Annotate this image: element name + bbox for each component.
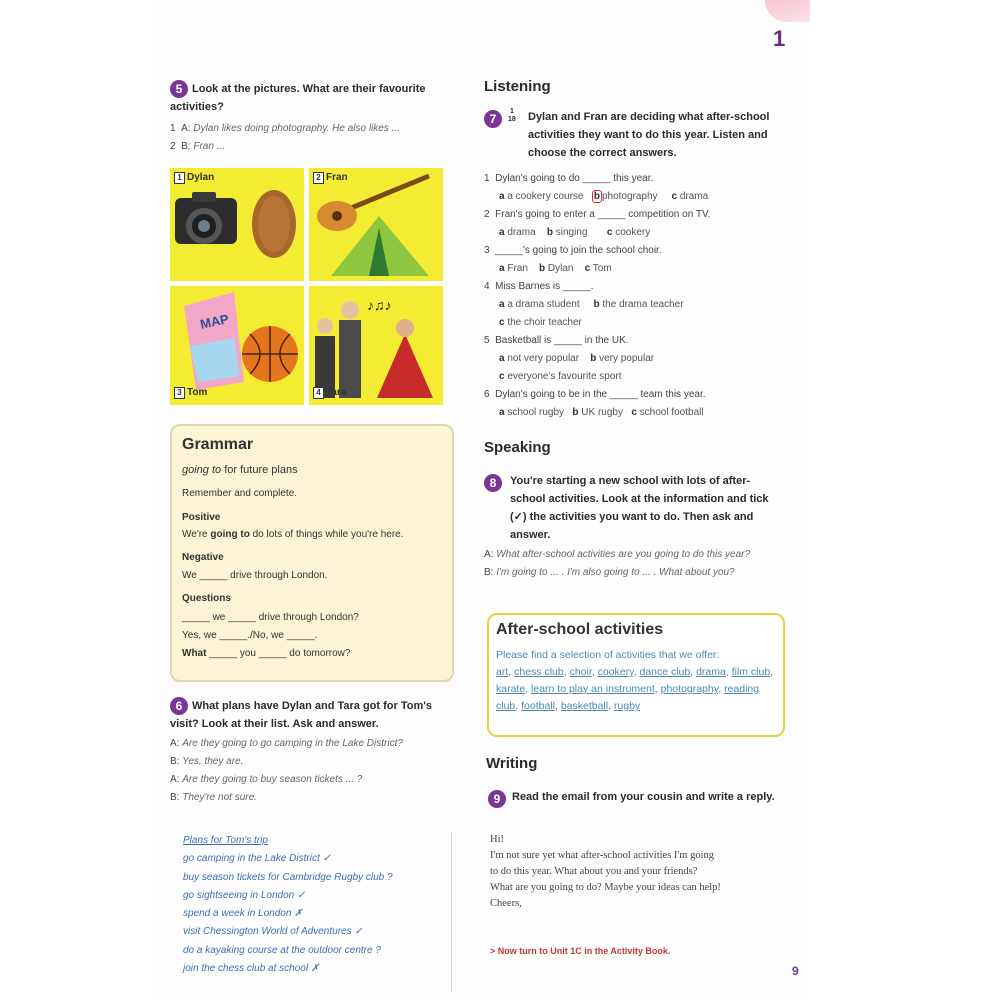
grammar-positive-label: Positive (182, 512, 221, 523)
activity-link[interactable]: photography (660, 683, 719, 695)
activity-link[interactable]: film club (731, 666, 771, 678)
picture-fran (309, 168, 443, 281)
picture-label: 3 Tom (174, 387, 207, 399)
map-label: MAP (198, 311, 231, 332)
activities-title: After-school activities (496, 621, 664, 638)
picture-tom (170, 286, 304, 405)
picture-label: 1 Dylan (174, 172, 214, 184)
activities-box (487, 613, 785, 737)
exercise-5-number: 5 (170, 80, 188, 98)
grammar-subtitle: going to for future plans (182, 464, 298, 476)
question-options: c the choir teacher (499, 317, 582, 328)
plan-item: spend a week in London ✗ (183, 908, 303, 920)
grammar-question-1: _____ we _____ drive through London? (182, 612, 359, 623)
activity-link[interactable]: art (496, 666, 509, 678)
activity-link[interactable]: chess club (514, 666, 564, 678)
plan-item: go camping in the Lake District ✓ (183, 853, 331, 865)
activity-link[interactable]: choir (569, 666, 592, 678)
email-line: Cheers, (490, 898, 522, 909)
speaking-line-a: A: What after-school activities are you going to do this year? (484, 549, 751, 560)
activities-intro: Please find a selection of activities that we offer: (496, 649, 720, 661)
activity-link[interactable]: karate (496, 683, 526, 695)
exercise-5-line-2: 2 B: Fran ... (170, 141, 226, 153)
exercise-8 (484, 472, 780, 582)
exercise-5-line-1: 1 A: Dylan likes doing photography. He also likes ... (170, 123, 400, 135)
picture-label: 2 Fran (313, 172, 348, 184)
activity-link[interactable]: rugby (613, 700, 641, 712)
plan-item: visit Chessington World of Adventures ✓ (183, 926, 363, 938)
activity-link[interactable]: drama (696, 666, 726, 678)
exercise-9-instruction: 9 Read the email from your cousin and write a reply. (488, 788, 778, 806)
activity-link[interactable]: learn to play an instrument (531, 683, 655, 695)
unit-number: 1 (773, 26, 786, 51)
grammar-question-2: Yes, we _____./No, we _____. (182, 630, 318, 641)
plan-item: join the chess club at school ✗ (183, 963, 320, 975)
plan-item: do a kayaking course at the outdoor centre ? (183, 944, 381, 956)
email-text (490, 832, 790, 912)
exercise-9 (488, 788, 778, 806)
plan-item: go sightseeing in London ✓ (183, 889, 306, 901)
activity-link[interactable]: reading club (496, 683, 760, 712)
exercise-6-line: A: Are they going to go camping in the Lake District? (170, 738, 403, 750)
exercise-7-instruction: 7 1 18 Dylan and Fran are deciding what after-school activities they want to do this year. Listen and choose the correct answers. (484, 108, 776, 162)
grammar-question-3: What _____ you _____ do tomorrow? (182, 648, 351, 659)
exercise-6 (170, 697, 455, 807)
activity-link[interactable]: cookery (597, 666, 634, 678)
question: 2 Fran's going to enter a _____ competition on TV. (484, 209, 711, 220)
picture-tara (309, 286, 443, 405)
grammar-box (170, 424, 454, 682)
question-options: a school rugby b UK rugby c school football (499, 407, 704, 418)
exercise-8-number: 8 (484, 474, 502, 492)
question-options: a Fran b Dylan c Tom (499, 263, 612, 274)
guitar-and-tent-icon (309, 168, 443, 281)
activity-link[interactable]: basketball (560, 700, 609, 712)
exercise-5-instruction: 5 Look at the pictures. What are their favourite activities? (170, 82, 426, 114)
grammar-positive-line: We're going to do lots of things while you're here. (182, 529, 404, 540)
writing-title: Writing (486, 755, 538, 772)
listening-title: Listening (484, 78, 551, 95)
question: 1 Dylan's going to do _____ this year. (484, 173, 654, 184)
camera-and-rugby-ball-icon (170, 168, 304, 281)
picture-label: 4 Tara (313, 387, 346, 399)
question-options: a drama b singing c cookery (499, 227, 651, 238)
grammar-title: Grammar (182, 436, 254, 453)
activity-link[interactable]: football (521, 700, 555, 712)
exercise-9-number: 9 (488, 790, 506, 808)
grammar-instruction: Remember and complete. (182, 488, 298, 499)
email-line: I'm not sure yet what after-school activities I'm going (490, 850, 715, 861)
exercise-6-instruction: 6 What plans have Dylan and Tara got for Tom's visit? Look at their list. Ask and answer. (170, 699, 432, 731)
audio-track-icon: 1 18 (508, 108, 516, 123)
email-line: Hi! (490, 834, 504, 845)
exercise-7-number: 7 (484, 110, 502, 128)
speaking-line-b: B: I'm going to ... . I'm also going to ... . What about you? (484, 567, 735, 578)
activities-list: Please find a selection of activities that we offer: art, chess club, choir, cookery, dance club, drama, film club, karate, learn to play an instrument, photography, reading club, football, basketball, rugby (496, 649, 774, 712)
plans-title: Plans for Tom's trip (183, 835, 268, 846)
grammar-negative-line: We _____ drive through London. (182, 570, 328, 581)
exercise-5 (170, 80, 455, 156)
question: 4 Miss Barnes is _____. (484, 281, 594, 292)
question-options: c everyone's favourite sport (499, 371, 622, 382)
question: 3 _____'s going to join the school choir. (484, 245, 662, 256)
plans-list (183, 832, 452, 992)
exercise-8-instruction: 8 You're starting a new school with lots of after-school activities. Look at the information and tick (✓) the activities you want to do. Then ask and answer. (484, 472, 780, 544)
email-line: to do this year. What about you and your friends? (490, 866, 698, 877)
picture-dylan (170, 168, 304, 281)
exercise-7 (484, 108, 776, 162)
question-options: a not very popular b very popular (499, 353, 655, 364)
question: 5 Basketball is _____ in the UK. (484, 335, 629, 346)
page-number: 9 (792, 964, 799, 978)
plan-item: buy season tickets for Cambridge Rugby club ? (183, 871, 393, 883)
question-options: a a drama student b the drama teacher (499, 299, 684, 310)
email-line: What are you going to do? Maybe your ideas can help! (490, 882, 721, 893)
exercise-6-line: B: Yes, they are. (170, 756, 244, 768)
grammar-negative-label: Negative (182, 552, 224, 563)
question: 6 Dylan's going to be in the _____ team this year. (484, 389, 706, 400)
activity-link[interactable]: dance club (639, 666, 691, 678)
activity-book-reference: > Now turn to Unit 1C in the Activity Book. (490, 946, 671, 956)
exercise-6-line: A: Are they going to buy season tickets ... ? (170, 774, 363, 786)
question-options: a a cookery course b photography c drama (499, 191, 709, 202)
exercise-6-number: 6 (170, 697, 188, 715)
speaking-title: Speaking (484, 439, 551, 456)
grammar-questions-label: Questions (182, 593, 231, 604)
exercise-6-line: B: They're not sure. (170, 792, 257, 804)
listening-questions (484, 170, 784, 422)
svg-text:♪♫♪: ♪♫♪ (367, 297, 392, 313)
selected-answer-mark: b (593, 191, 600, 202)
